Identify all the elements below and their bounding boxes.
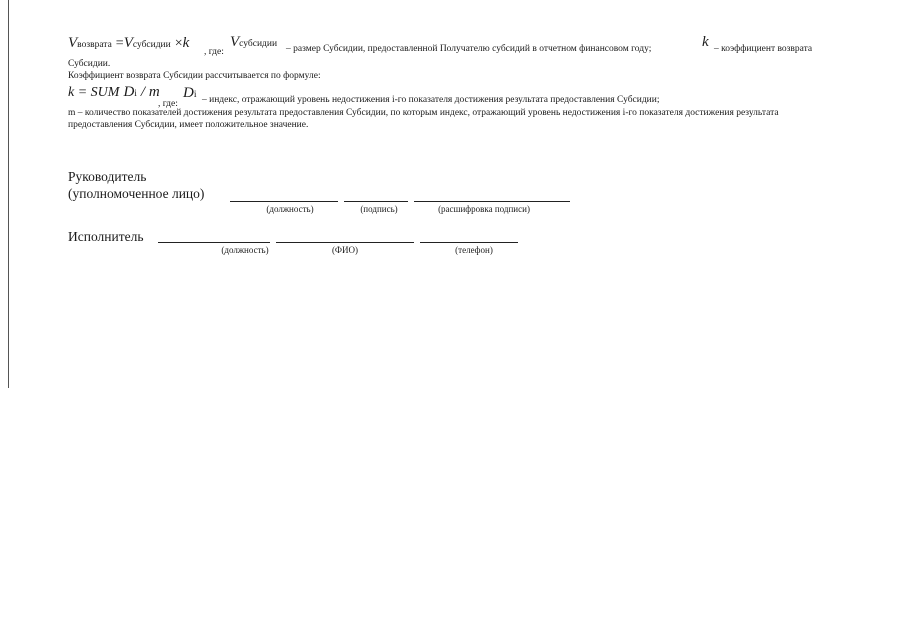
sub-subsidy: субсидии xyxy=(132,40,171,50)
exec-phone-line xyxy=(420,242,518,243)
sub-subsidy2: субсидии xyxy=(239,39,278,49)
var-v-return: V xyxy=(68,35,78,51)
formula-return-volume xyxy=(68,34,189,52)
head-caption-decoding: (расшифровка подписи) xyxy=(438,204,530,214)
exec-caption-position: (должность) xyxy=(221,245,269,255)
exec-name-line xyxy=(276,242,414,243)
exec-caption-phone: (телефон) xyxy=(455,245,493,255)
var-k-def: k xyxy=(702,34,709,50)
times-sign: × xyxy=(174,36,183,51)
head-label-line2: (уполномоченное лицо) xyxy=(68,186,205,201)
var-slash-m: / m xyxy=(140,84,160,100)
var-d2: D xyxy=(183,85,194,101)
sub-return: возврата xyxy=(77,40,112,50)
var-v2: V xyxy=(230,34,240,50)
sub-i: i xyxy=(134,89,137,99)
equals-sign: = xyxy=(115,36,124,51)
desc-m-line2: предоставления Субсидии, имеет положительное значение. xyxy=(68,120,309,130)
var-d: D xyxy=(123,84,135,100)
head-signature-line xyxy=(344,201,408,202)
desc-m-line1: m – количество показателей достижения результата предоставления Субсидии, по которым индекс, отражающий уровень недостижения i-го показателя достижения результата xyxy=(68,108,779,118)
exec-caption-name: (ФИО) xyxy=(331,245,359,255)
head-position-line xyxy=(230,201,338,202)
sub-i2: i xyxy=(193,90,197,100)
coef-intro: Коэффициент возврата Субсидии рассчитывается по формуле: xyxy=(68,71,321,81)
exec-position-line xyxy=(158,242,270,243)
desc-v-subsidy: – размер Субсидии, предоставленной Получателю субсидий в отчетном финансовом году; xyxy=(286,44,652,54)
var-d-def xyxy=(183,84,196,102)
var-v-subsidy: V xyxy=(123,35,133,51)
head-label-line1: Руководитель xyxy=(68,169,147,184)
formula-coefficient xyxy=(68,83,160,101)
head-decoding-line xyxy=(414,201,570,202)
formula2-where: , где: xyxy=(158,99,178,109)
desc-k: – коэффициент возврата xyxy=(714,44,813,54)
executor-label: Исполнитель xyxy=(68,229,144,244)
var-k: k xyxy=(182,35,190,51)
left-margin-line xyxy=(8,0,9,388)
head-caption-signature: (подпись) xyxy=(360,204,398,214)
var-v-subsidy-def xyxy=(230,33,277,51)
desc-k-cont: Субсидии. xyxy=(68,59,111,69)
desc-d: – индекс, отражающий уровень недостижения i-го показателя достижения результата предоставления Субсидии; xyxy=(202,95,660,105)
formula1-where: , где: xyxy=(204,47,224,57)
head-caption-position: (должность) xyxy=(266,204,314,214)
formula2-lhs: k = SUM xyxy=(68,85,120,100)
